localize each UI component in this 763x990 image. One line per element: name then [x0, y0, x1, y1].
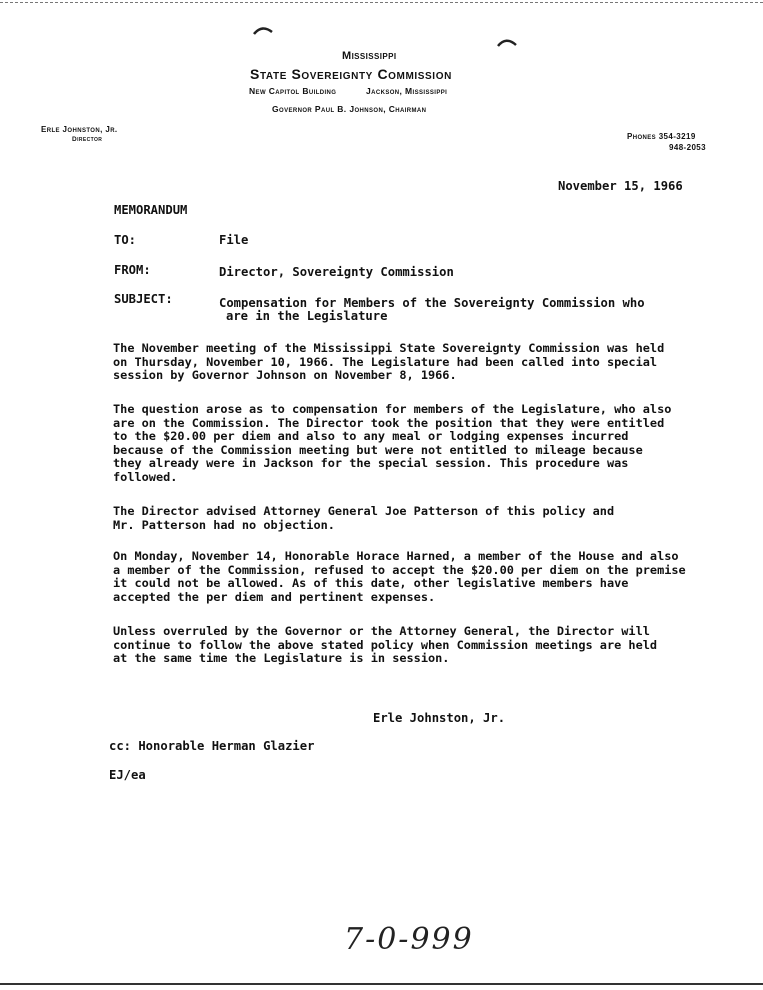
to-label: TO: [114, 233, 137, 247]
letterhead-city: Jackson, Mississippi [366, 86, 448, 96]
subject-line-1: Compensation for Members of the Sovereignty Commission who [219, 296, 645, 310]
initials: EJ/ea [109, 768, 146, 782]
to-value: File [219, 233, 249, 247]
page-bottom-border [0, 983, 763, 985]
letterhead-state: Mississippi [342, 50, 397, 62]
letterhead-chairman: Governor Paul B. Johnson, Chairman [272, 104, 427, 114]
from-value: Director, Sovereignty Commission [219, 265, 454, 279]
phones-label: Phones 354-3219 [627, 132, 696, 141]
from-label: FROM: [114, 263, 151, 277]
seal-mark-right [496, 36, 518, 48]
body-paragraph-2: The question arose as to compensation for members of the Legislature, who also are on the Commission. The Director took the position that they were entitled to the $20.00 per diem and also to any meal or lodging expenses incurred because of the Commission meeting but were not entitled to mileage because they already were in Jackson for the special session. This procedure was followed. [113, 402, 672, 484]
memo-heading: MEMORANDUM [114, 203, 188, 217]
body-paragraph-5: Unless overruled by the Governor or the Attorney General, the Director will continue to follow the above stated policy when Commission meetings are held at the same time the Legislature is in session. [113, 624, 658, 665]
body-paragraph-1: The November meeting of the Mississippi State Sovereignty Commission was held on Thursday, November 10, 1966. The Legislature had been called into special session by Governor Johnson on November 8, 1966. [113, 341, 665, 382]
letterhead-commission: State Sovereignty Commission [250, 66, 452, 82]
handwritten-file-number: 7-0-999 [344, 922, 474, 957]
cc-line: cc: Honorable Herman Glazier [109, 739, 315, 753]
signature: Erle Johnston, Jr. [373, 711, 506, 725]
subject-line-2: are in the Legislature [226, 309, 388, 323]
subject-label: SUBJECT: [114, 292, 173, 306]
memo-date: November 15, 1966 [558, 179, 683, 193]
page-top-border [0, 2, 763, 3]
body-paragraph-3: The Director advised Attorney General Joe Patterson of this policy and Mr. Patterson had no objection. [113, 504, 615, 532]
seal-mark-left [252, 24, 274, 36]
director-name: Erle Johnston, Jr. [41, 125, 118, 134]
letterhead-building: New Capitol Building [249, 86, 337, 96]
director-title: Director [72, 136, 103, 143]
phones-second: 948-2053 [669, 143, 707, 152]
body-paragraph-4: On Monday, November 14, Honorable Horace Harned, a member of the House and also a member of the Commission, refused to accept the $20.00 per diem on the premise it could not be allowed. As of this date, other legislative members have accepted the per diem and pertinent expenses. [113, 549, 686, 604]
